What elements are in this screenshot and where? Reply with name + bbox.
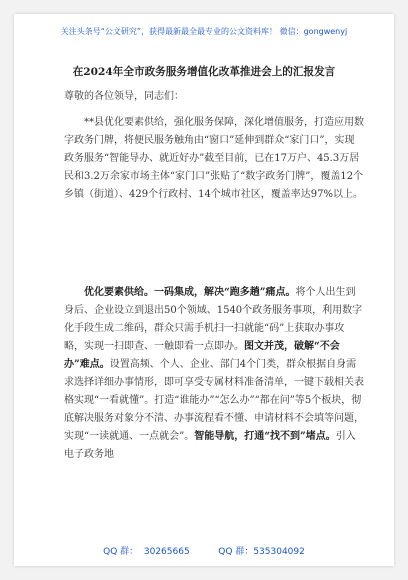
paragraph-2-heading-2: 图文并茂，破解“不会办”难点。 (64, 341, 340, 370)
paragraph-2-text-2: 设置高频、个人、企业、部门4个门类，群众根据自身需求选择详细办事情形，即可享受专属材料准备清单，一键下载相关表格实现“一看就懂”。打造“谁能办”“怎么办”“都在问”等5个板块，彻底解决服务对象分不清、办事流程看不懂、申请材料不会填等问题，实现“一读就通、一点就会”。 (64, 359, 364, 442)
footer-qq-group-1: QQ 群： 30265665 (103, 547, 190, 557)
greeting: 尊敬的各位领导，同志们： (64, 91, 184, 102)
paragraph-2-text-3: 引入电子政务地 (64, 431, 356, 460)
paragraph-2 (64, 284, 364, 464)
footer-qq-group-2: QQ 群：535304092 (218, 547, 305, 557)
footer (14, 544, 394, 557)
paragraph-2-heading-3: 智能导航，打通“找不到”堵点。 (194, 431, 336, 442)
document-page (14, 14, 394, 566)
paragraph-2-heading-1: 优化要素供给。一码集成，解决“跑多趟”痛点。 (84, 287, 296, 298)
paragraph-2-text-1: 将个人出生到身后、企业设立到退出50个领域、1540个政务服务事项，利用数字化手段生成二维码，群众只需手机扫一扫就能“码”上获取办事攻略，实现一扫即查、一触即看一点即办。 (64, 287, 363, 352)
paragraph-1: **县优化要素供给，强化服务保障，深化增值服务，打造应用数字政务门牌，将便民服务触角由“窗口”延伸到群众“家门口”，实现政务服务“智能导办、就近好办”截至目前，已在17万户、45.3万居民和3.2万余家市场主体“家门口”张贴了“数字政务门牌”，覆盖12个乡镇（街道）、429个行政村、14个城市社区，覆盖率达97%以上。 (64, 117, 364, 200)
header-banner: 关注头条号“公文研究”，获得最新最全最专业的公文资料库！ 微信：gongwenyj (60, 27, 348, 36)
document-title: 在2024年全市政务服务增值化改革推进会上的汇报发言 (72, 66, 336, 78)
